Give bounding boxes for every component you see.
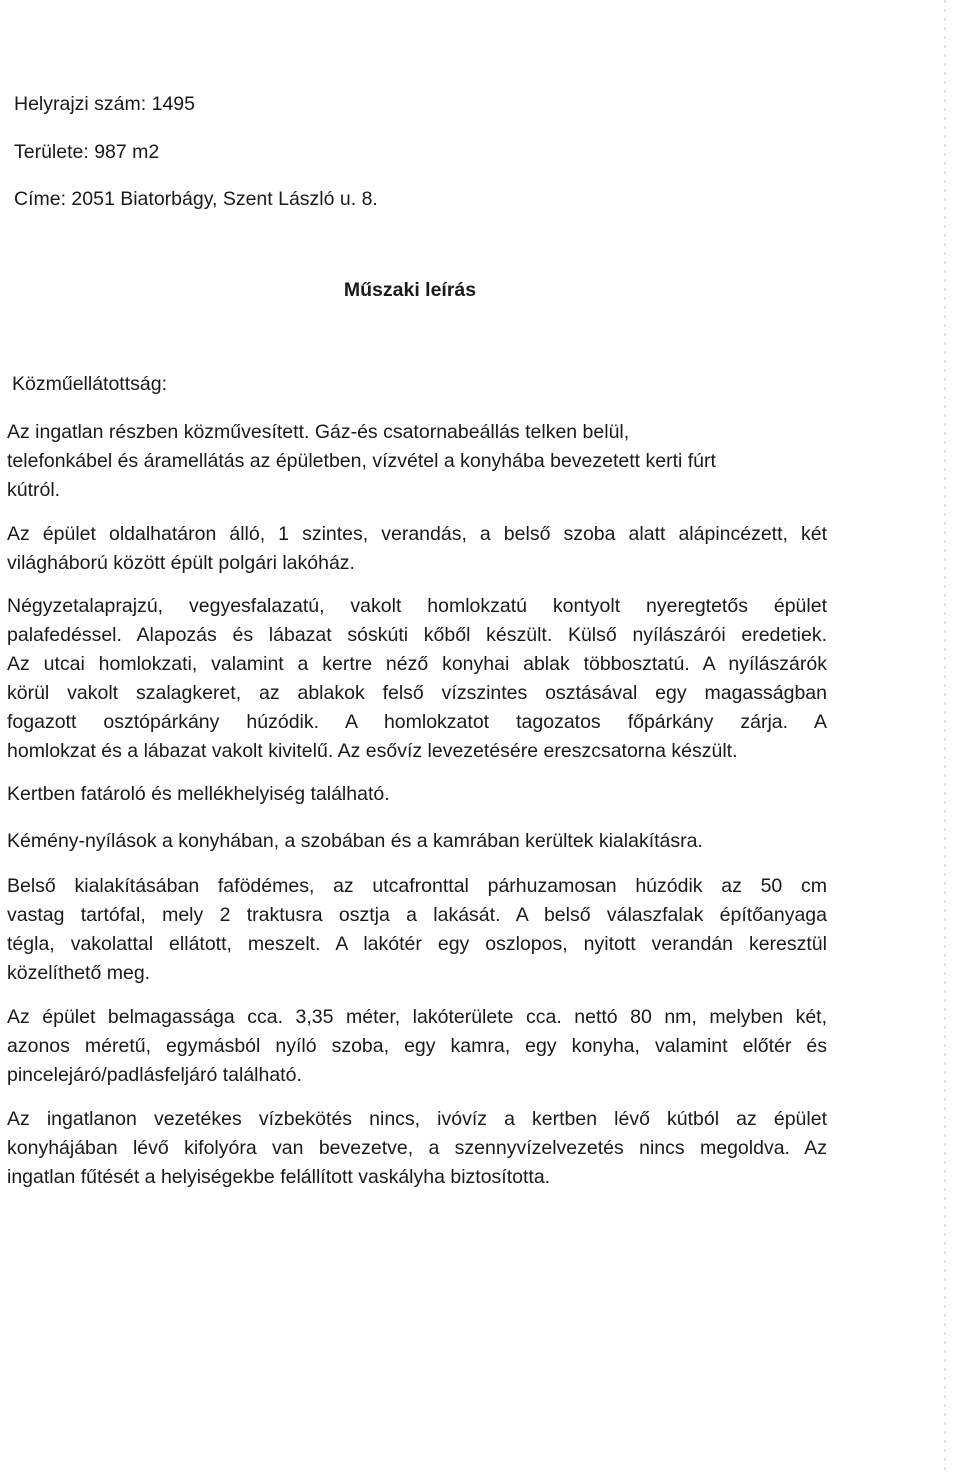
text-line: közelíthető meg.	[7, 962, 151, 984]
text-line: Kertben fatároló és mellékhelyiség található.	[7, 783, 390, 805]
parcel-number: Helyrajzi szám: 1495	[14, 93, 195, 115]
scan-edge-artifact	[944, 0, 946, 1474]
text-line: Az ingatlanon vezetékes vízbekötés nincs, ivóvíz a kertben lévő kútból az épület	[7, 1108, 827, 1130]
text-line: fogazott osztópárkány húzódik. A homlokzatot tagozatos főpárkány zárja. A	[7, 711, 827, 733]
text-line: homlokzat és a lábazat vakolt kivitelű. Az esővíz levezetésére ereszcsatorna készült.	[7, 740, 738, 762]
text-line: palafedéssel. Alapozás és lábazat sóskúti kőből készült. Külső nyílászárói eredetiek.	[7, 624, 827, 646]
text-line: Az épület oldalhatáron álló, 1 szintes, verandás, a belső szoba alatt alápincézett, két	[7, 523, 827, 545]
text-line: Belső kialakításában faföd​émes, az utcafronttal párhuzamosan húzódik az 50 cm	[7, 875, 827, 897]
text-line: telefonkábel és áramellátás az épületben, vízvétel a konyhába bevezetett kerti fúrt	[7, 450, 716, 472]
utilities-heading: Közműellátottság:	[12, 373, 168, 395]
text-line: pincelejáró/padlásfeljáró található.	[7, 1064, 302, 1086]
document-title: Műszaki leírás	[343, 279, 477, 301]
paragraph-interior	[7, 872, 827, 988]
paragraph-building	[7, 520, 827, 578]
text-line: Az ingatlan részben közművesített. Gáz-és csatornabeállás telken belül,	[7, 421, 630, 443]
text-line: konyhájában lévő kifolyóra van bevezetve, a szennyvízelvezetés nincs megoldva. Az	[7, 1137, 827, 1159]
text-line: ingatlan fűtését a helyiségekbe felállított vaskályha biztosította.	[7, 1166, 551, 1188]
paragraph-utilities	[7, 418, 827, 505]
text-line: vastag tartófal, mely 2 traktusra osztja a lakását. A belső válaszfalak építőanyaga	[7, 904, 827, 926]
text-line: világháború között épült polgári lakóház.	[7, 552, 355, 574]
text-line: tégla, vakolattal ellátott, meszelt. A lakótér egy oszlopos, nyitott verandán keresztül	[7, 933, 827, 955]
address: Címe: 2051 Biatorbágy, Szent László u. 8.	[14, 188, 378, 210]
paragraph-structure	[7, 592, 827, 766]
paragraph-dimensions	[7, 1003, 827, 1090]
text-line: Négyzetalaprajzú, vegyesfalazatú, vakolt homlokzatú kontyolt nyeregtetős épület	[7, 595, 827, 617]
text-line: körül vakolt szalagkeret, az ablakok felső vízszintes osztásával egy magasságban	[7, 682, 827, 704]
area: Területe: 987 m2	[14, 141, 160, 163]
text-line: Az utcai homlokzati, valamint a kertre néző konyhai ablak többosztatú. A nyílászárók	[7, 653, 827, 675]
text-line: azonos méretű, egymásból nyíló szoba, egy kamra, egy konyha, valamint előtér és	[7, 1035, 827, 1057]
text-line: Kémény-nyílások a konyhában, a szobában és a kamrában kerültek kialakításra.	[7, 830, 703, 852]
paragraph-garden	[7, 780, 827, 809]
text-line: kútról.	[7, 479, 61, 501]
paragraph-water	[7, 1105, 827, 1192]
text-line: Az épület belmagassága cca. 3,35 méter, lakóterülete cca. nettó 80 nm, melyben két,	[7, 1006, 827, 1028]
paragraph-chimney	[7, 827, 827, 856]
